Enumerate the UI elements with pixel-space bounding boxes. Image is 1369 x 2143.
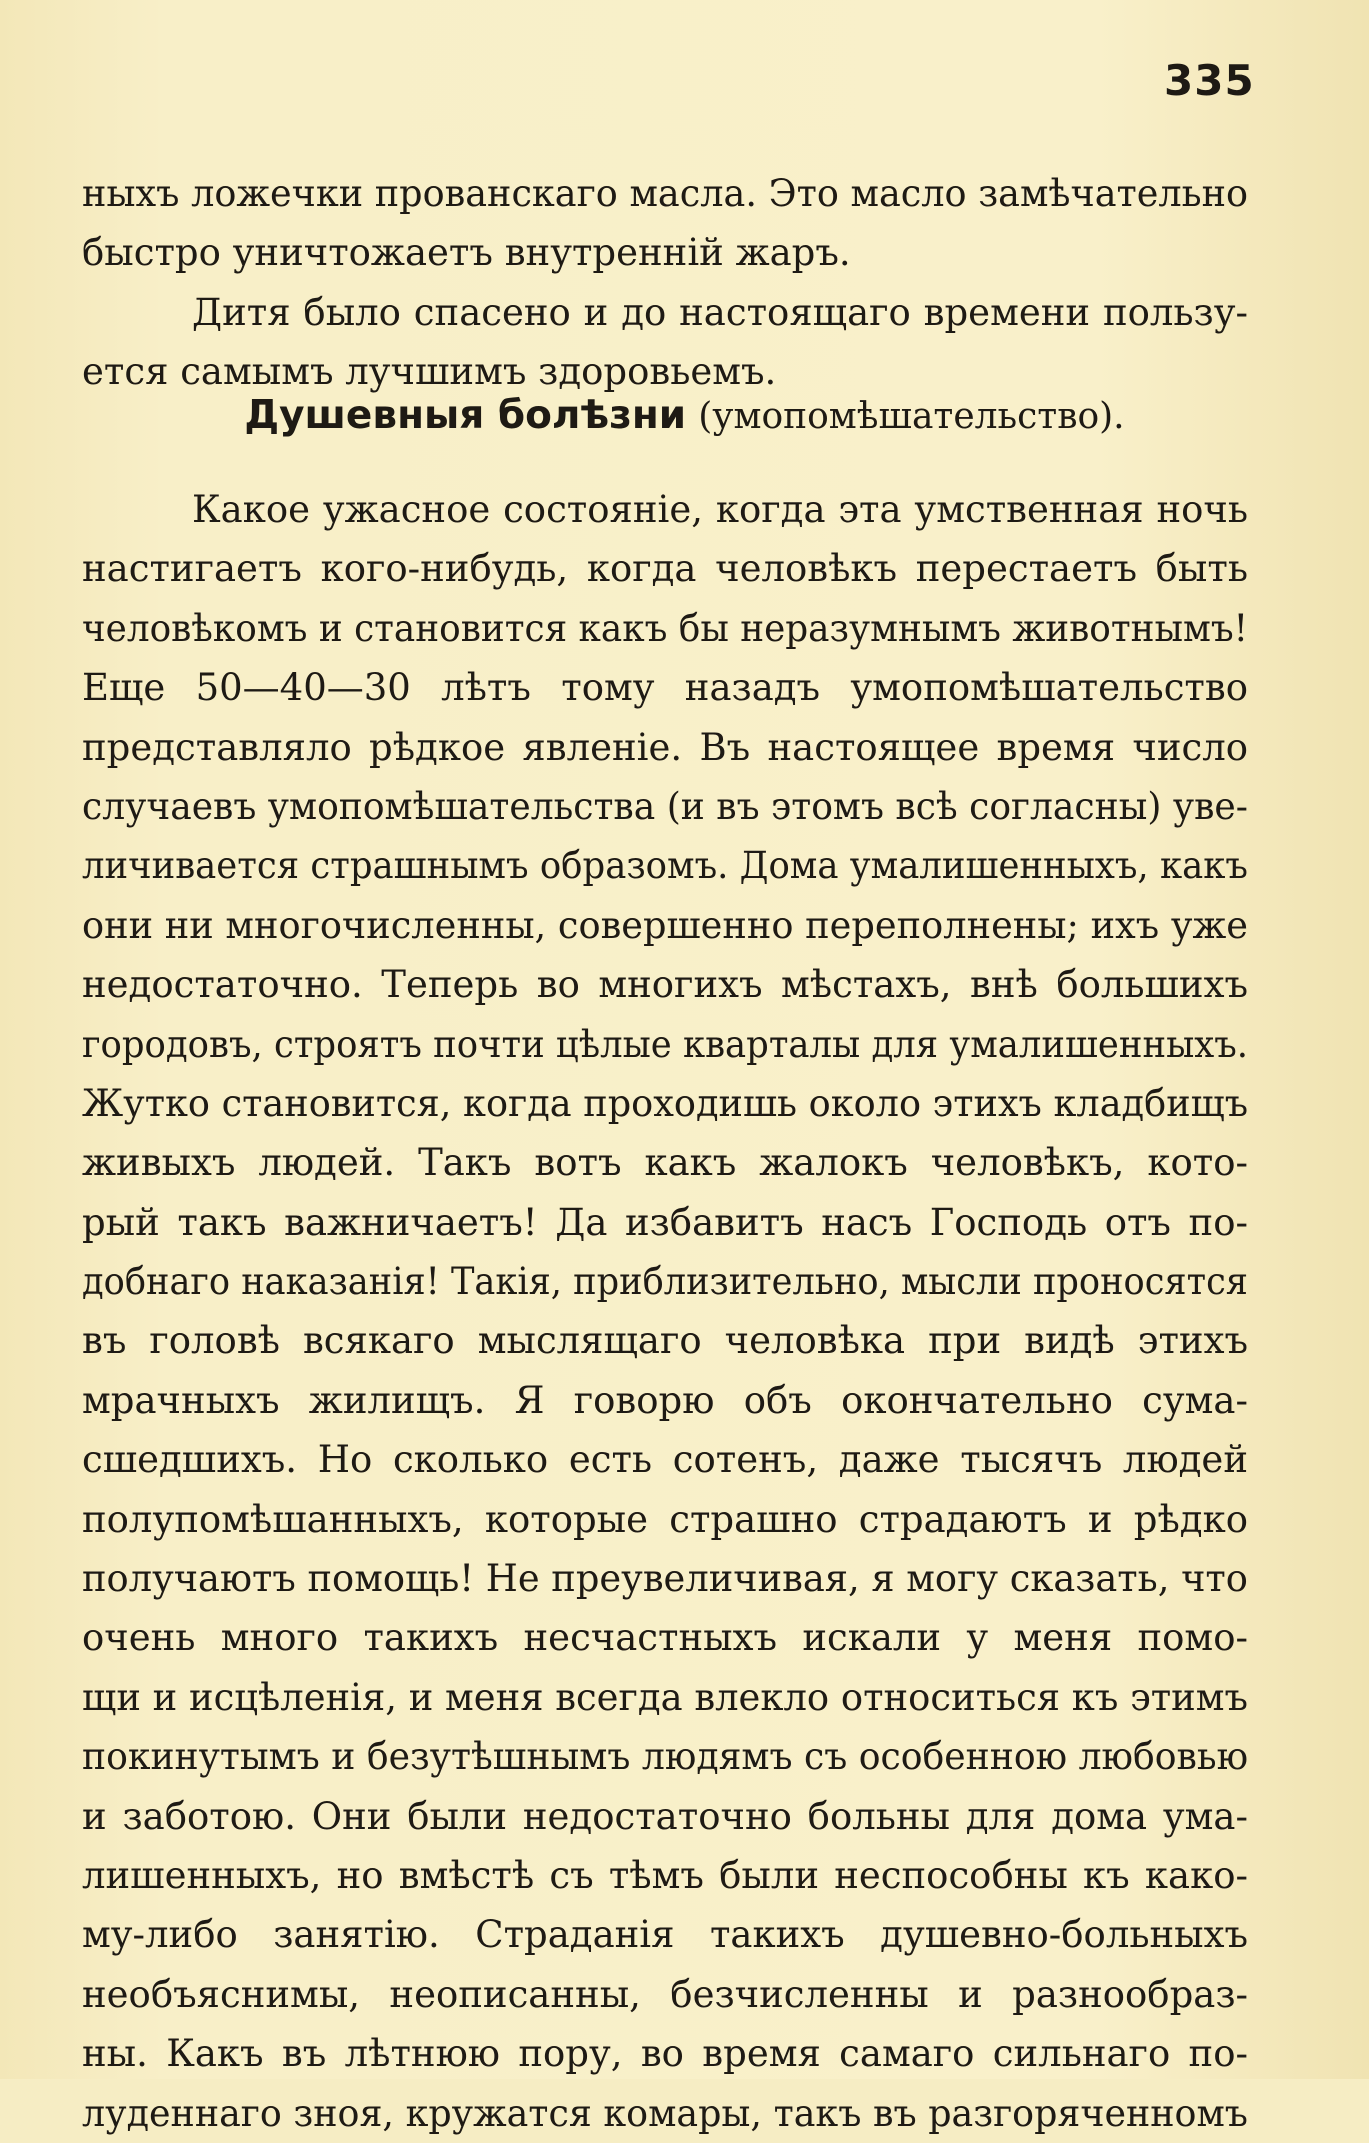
text-line: Какое ужасное состояніе, когда эта умственная ночь (192, 488, 1248, 531)
text-line: Дитя было спасено и до настоящаго времени пользу- (192, 290, 1248, 334)
text-line: въ головѣ всякаго мыслящаго человѣка при видѣ этихъ (82, 1319, 1248, 1363)
text-line: ны. Какъ въ лѣтнюю пору, во время самаго сильнаго по- (82, 2032, 1248, 2076)
main-paragraph (82, 480, 1248, 2143)
text-line: живыхъ людей. Такъ вотъ какъ жалокъ человѣкъ, кото- (82, 1141, 1248, 1185)
text-line: очень много такихъ несчастныхъ искали у меня помо- (82, 1616, 1248, 1660)
text-line: недостаточно. Теперь во многихъ мѣстахъ, внѣ большихъ (82, 963, 1248, 1007)
text-line: быстро уничтожаетъ внутренній жаръ. (82, 231, 851, 275)
text-line: городовъ, строятъ почти цѣлые кварталы для умалишенныхъ. (82, 1022, 1249, 1066)
heading-title: Душевныя болѣзни (244, 393, 687, 438)
text-line: мрачныхъ жилищъ. Я говорю объ окончательно сума- (82, 1378, 1248, 1422)
text-line: ныхъ ложечки прованскаго масла. Это масло замѣчательно (82, 172, 1249, 215)
text-line: необъяснимы, неописанны, безчисленны и разнообраз- (82, 1972, 1248, 2016)
text-line: лишенныхъ, но вмѣстѣ съ тѣмъ были неспособны къ како- (82, 1853, 1248, 1897)
heading-subtitle: (умопомѣшательство). (698, 396, 1125, 437)
text-line: добнаго наказанія! Такія, приблизительно, мысли проносятся (82, 1260, 1248, 1304)
text-line: полупомѣшанныхъ, которые страшно страдаютъ и рѣдко (82, 1497, 1248, 1541)
text-line: му-либо занятію. Страданія такихъ душевно-больныхъ (82, 1913, 1248, 1957)
text-line: щи и исцѣленія, и меня всегда влекло относиться къ этимъ (82, 1675, 1248, 1719)
text-line: Еще 50—40—30 лѣтъ тому назадъ умопомѣшательство (82, 666, 1248, 710)
section-heading (0, 389, 1369, 443)
text-line: и заботою. Они были недостаточно больны для дома ума- (82, 1794, 1248, 1838)
text-line: Жутко становится, когда проходишь около этихъ кладбищъ (82, 1081, 1249, 1125)
text-line: случаевъ умопомѣшательства (и въ этомъ всѣ согласны) уве- (82, 784, 1248, 828)
text-line: они ни многочисленны, совершенно переполнены; ихъ уже (82, 903, 1248, 947)
text-line: человѣкомъ и становится какъ бы неразумнымъ животнымъ! (82, 606, 1249, 650)
text-line: луденнаго зноя, кружатся комары, такъ въ разгоряченномъ (82, 2091, 1248, 2135)
text-line: представляло рѣдкое явленіе. Въ настоящее время число (82, 725, 1248, 769)
text-line: покинутымъ и безутѣшнымъ людямъ съ особенною любовью (82, 1735, 1249, 1779)
text-line: сшедшихъ. Но сколько есть сотенъ, даже тысячъ людей (82, 1438, 1248, 1482)
text-line: рый такъ важничаетъ! Да избавитъ насъ Господь отъ по- (82, 1200, 1248, 1244)
page-number: 335 (1164, 56, 1255, 105)
text-line: личивается страшнымъ образомъ. Дома умалишенныхъ, какъ (82, 844, 1248, 888)
text-line: настигаетъ кого-нибудь, когда человѣкъ перестаетъ быть (82, 547, 1248, 591)
text-line: ется самымъ лучшимъ здоровьемъ. (82, 350, 777, 394)
text-line: получаютъ помощь! Не преувеличивая, я могу сказать, что (82, 1557, 1248, 1601)
opening-paragraphs (82, 164, 1248, 402)
